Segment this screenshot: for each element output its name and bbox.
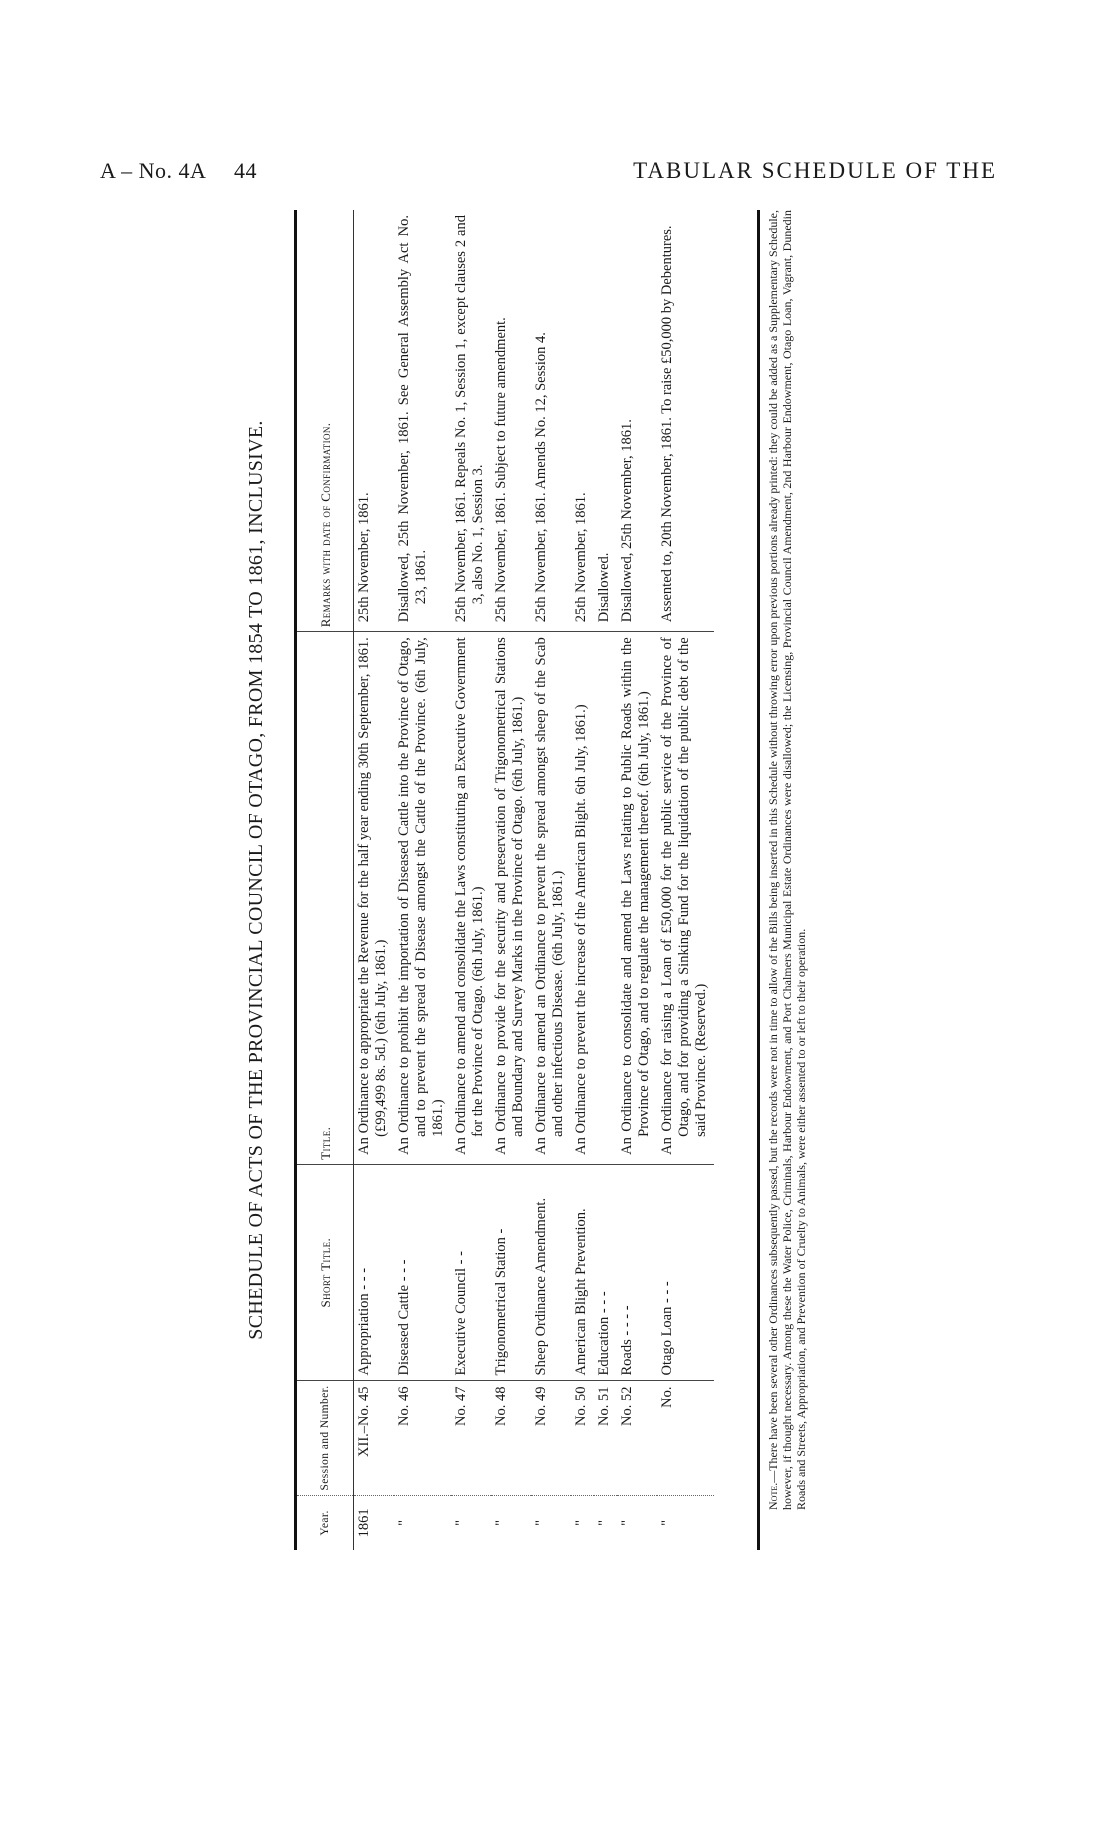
column-header-short-title: Short Title. <box>297 1164 354 1381</box>
cell-title <box>571 632 594 1165</box>
cell-session: No. 48 <box>491 1381 531 1495</box>
remarks-text: 25th November, 1861. Repeals No. 1, Session 1, except clauses 2 and 3, also No. 1, Session 3. <box>453 215 486 623</box>
cell-year: " <box>594 1495 617 1550</box>
column-header-title: Title. <box>297 632 354 1165</box>
cell-remarks <box>394 210 451 632</box>
cell-short-title: Otago Loan - - - <box>657 1164 714 1381</box>
cell-remarks <box>617 210 657 632</box>
cell-session: No. 49 <box>531 1381 571 1495</box>
page-number: 44 <box>234 158 257 183</box>
document-reference: A – No. 4A <box>100 158 207 183</box>
cell-session: No. 51 <box>594 1381 617 1495</box>
title-text: An Ordinance to provide for the security and preservation of Trigonometrical Stations and Boundary and Survey Marks in the Province of Otago. (6th July, 1861.) <box>493 637 526 1155</box>
cell-short-title: Executive Council - - <box>451 1164 491 1381</box>
column-header-year: Year. <box>297 1495 354 1550</box>
column-header-remarks: Remarks with date of Confirmation. <box>297 210 354 632</box>
cell-remarks <box>354 210 395 632</box>
remarks-text: 25th November, 1861. <box>356 492 372 623</box>
cell-short-title: Trigonometrical Station - <box>491 1164 531 1381</box>
schedule-caption: SCHEDULE OF ACTS OF THE PROVINCIAL COUNCIL OF OTAGO, FROM 1854 TO 1861, INCLUSIVE. <box>245 420 267 1340</box>
cell-year: " <box>394 1495 451 1550</box>
remarks-text: 25th November, 1861. <box>573 492 589 623</box>
cell-remarks <box>491 210 531 632</box>
column-header-session: Session and Number. <box>297 1381 354 1495</box>
table-row <box>491 210 531 1550</box>
cell-title <box>491 632 531 1165</box>
table-row <box>451 210 491 1550</box>
table-header-row <box>297 210 354 1550</box>
cell-year: " <box>491 1495 531 1550</box>
remarks-text: 25th November, 1861. Amends No. 12, Session 4. <box>533 332 549 623</box>
rotated-schedule <box>232 210 824 1550</box>
schedule-table <box>297 210 714 1550</box>
table-row <box>354 210 395 1550</box>
cell-title <box>354 632 395 1165</box>
cell-short-title: American Blight Prevention. <box>571 1164 594 1381</box>
cell-year: " <box>531 1495 571 1550</box>
cell-remarks <box>657 210 714 632</box>
cell-session: No. 52 <box>617 1381 657 1495</box>
title-text: An Ordinance to prevent the increase of the American Blight. 6th July, 1861.) <box>573 704 589 1155</box>
remarks-text: Assented to, 20th November, 1861. To raise £50,000 by Debentures. <box>659 225 675 623</box>
table-row <box>394 210 451 1550</box>
title-text: An Ordinance for raising a Loan of £50,000 for the public service of the Province of Otago, and for providing a Sinking Fund for the liquidation of the public debt of the said Province. (Reserved.) <box>659 637 709 1155</box>
cell-title <box>451 632 491 1165</box>
title-text: An Ordinance to consolidate and amend the Laws relating to Public Roads within the Province of Otago, and to regulate the management thereof. (6th July, 1861.) <box>619 637 652 1155</box>
cell-short-title: Education - - - <box>594 1164 617 1381</box>
footnote-text: —There have been several other Ordinances subsequently passed, but the records were not in time to allow of the Bills being inserted in this Schedule without throwing error upon previous portions already printed: they could be added as a Supplementary Schedule, however, if thought necessary. Among these the Water Police, Criminals, Harbour Endowment, and Port Chalmers Municipal Estate Ordinances were disallowed; the Licensing, Provincial Council Amendment, 2nd Harbour Endowment, Otago Loan, Vagrant, Dunedin Roads and Streets, Appropriation, and Prevention of Cruelty to Animals, were either assented to or left to their operation. <box>766 210 808 1510</box>
table-row <box>531 210 571 1550</box>
remarks-text: Disallowed, 25th November, 1861. <box>619 419 635 623</box>
cell-year: " <box>451 1495 491 1550</box>
schedule-footnote <box>766 210 808 1550</box>
cell-session: No. 50 <box>571 1381 594 1495</box>
cell-remarks <box>451 210 491 632</box>
cell-title <box>617 632 657 1165</box>
page-header <box>0 158 1114 198</box>
table-row <box>594 210 617 1550</box>
footnote-lead: Note. <box>766 1482 780 1510</box>
remarks-text: 25th November, 1861. Subject to future amendment. <box>493 317 509 623</box>
table-row <box>617 210 657 1550</box>
schedule-table-container <box>294 210 760 1550</box>
cell-short-title: Sheep Ordinance Amendment. <box>531 1164 571 1381</box>
cell-remarks <box>594 210 617 632</box>
table-row <box>571 210 594 1550</box>
cell-title <box>394 632 451 1165</box>
title-text: An Ordinance to amend and consolidate the Laws constituting an Executive Government for the Province of Otago. (6th July, 1861.) <box>453 637 486 1155</box>
title-text: An Ordinance to amend an Ordinance to prevent the spread amongst sheep of the Scab and other infectious Disease. (6th July, 1861.) <box>533 637 566 1155</box>
title-text: An Ordinance to appropriate the Revenue for the half year ending 30th September, 1861. (£99,499 8s. 5d.) (6th July, 1861.) <box>356 637 389 1155</box>
cell-session: No. <box>657 1381 714 1495</box>
table-row <box>657 210 714 1550</box>
title-text: An Ordinance to prohibit the importation of Diseased Cattle into the Province of Otago, and to prevent the spread of Disease amongst the Cattle of the Province. (6th July, 1861.) <box>396 637 446 1155</box>
cell-year: " <box>571 1495 594 1550</box>
cell-year: " <box>617 1495 657 1550</box>
remarks-text: Disallowed, 25th November, 1861. See General Assembly Act No. 23, 1861. <box>396 215 429 623</box>
cell-session: No. 46 <box>394 1381 451 1495</box>
cell-short-title: Appropriation - - - <box>354 1164 395 1381</box>
cell-year: " <box>657 1495 714 1550</box>
cell-year: 1861 <box>354 1495 395 1550</box>
cell-short-title: Roads - - - - <box>617 1164 657 1381</box>
cell-session: No. 47 <box>451 1381 491 1495</box>
cell-title <box>531 632 571 1165</box>
cell-title <box>594 632 617 1165</box>
cell-remarks <box>531 210 571 632</box>
cell-session: XII.–No. 45 <box>354 1381 395 1495</box>
running-title: TABULAR SCHEDULE OF THE <box>633 158 997 183</box>
cell-remarks <box>571 210 594 632</box>
cell-title <box>657 632 714 1165</box>
cell-short-title: Diseased Cattle - - - <box>394 1164 451 1381</box>
remarks-text: Disallowed. <box>596 552 612 623</box>
